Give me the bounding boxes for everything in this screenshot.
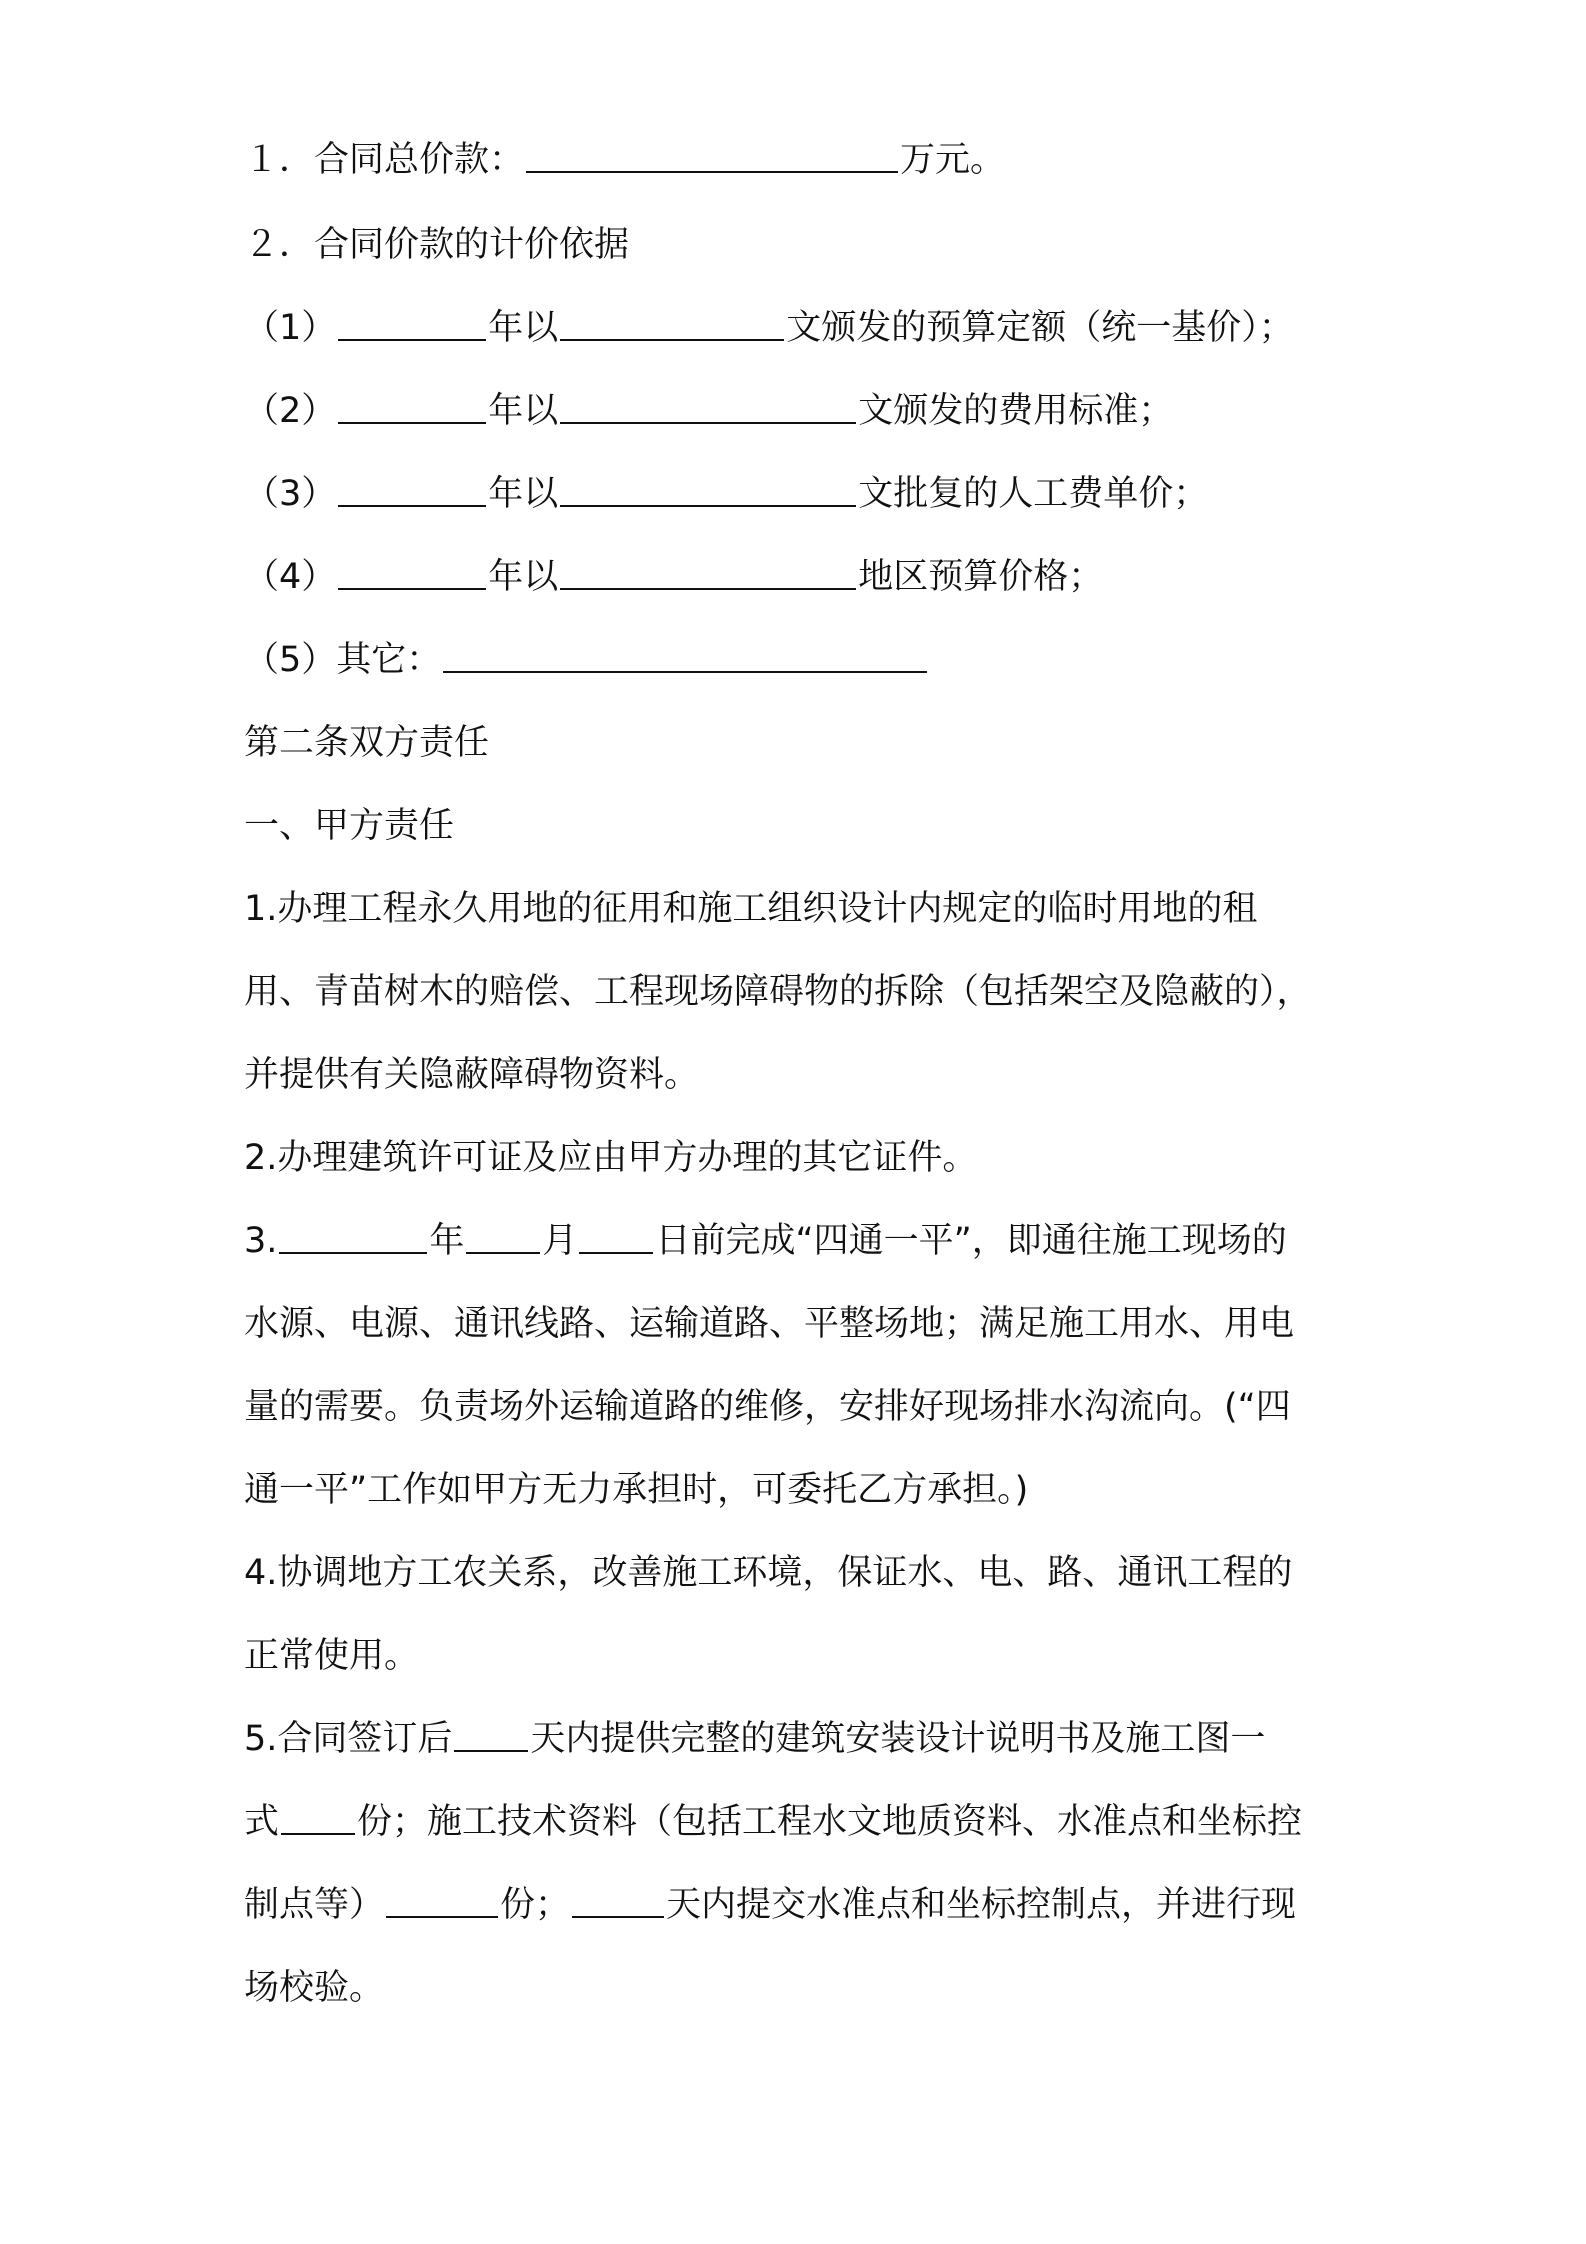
party-a-item-3-line-1 bbox=[244, 1211, 1287, 1271]
basis-item-2 bbox=[244, 381, 1173, 441]
total-price-unit: 万元。 bbox=[900, 140, 1006, 180]
party-a-item-4-line-2: 正常使用。 bbox=[244, 1636, 420, 1676]
year-blank bbox=[338, 422, 486, 424]
year-label: 年以 bbox=[488, 391, 559, 431]
party-a-item-3-line-4: 通一平”工作如甲方无力承担时，可委托乙方承担。) bbox=[244, 1470, 1029, 1510]
other-label: （5）其它： bbox=[244, 640, 442, 680]
document-number-blank bbox=[560, 339, 784, 341]
party-a-item-1-line-1: 1.办理工程永久用地的征用和施工组织设计内规定的临时用地的租 bbox=[244, 889, 1258, 929]
article-two-heading: 第二条双方责任 bbox=[244, 723, 490, 763]
basis-item-3 bbox=[244, 464, 1208, 524]
item-5-text: 天内提交水准点和坐标控制点，并进行现 bbox=[666, 1885, 1297, 1925]
year-label: 年 bbox=[429, 1221, 465, 1261]
other-blank bbox=[443, 671, 927, 673]
document-number-blank bbox=[560, 422, 856, 424]
basis-item-4 bbox=[244, 547, 1103, 607]
total-price-label: １．合同总价款： bbox=[244, 140, 525, 180]
basis-item-5 bbox=[244, 630, 929, 690]
item-5-text: 制点等） bbox=[244, 1885, 385, 1925]
party-a-item-5-line-2 bbox=[244, 1792, 1302, 1852]
year-blank bbox=[338, 505, 486, 507]
year-blank bbox=[279, 1252, 427, 1254]
basis-item-text: 文颁发的预算定额（统一基价）； bbox=[786, 308, 1294, 348]
basis-item-number: （2） bbox=[244, 391, 337, 431]
basis-item-number: （4） bbox=[244, 557, 337, 597]
party-a-item-4-line-1: 4.协调地方工农关系，改善施工环境，保证水、电、路、通讯工程的 bbox=[244, 1553, 1293, 1593]
region-blank bbox=[560, 588, 856, 590]
total-price-line bbox=[244, 130, 1005, 190]
month-blank bbox=[466, 1252, 540, 1254]
basis-item-number: （3） bbox=[244, 474, 337, 514]
party-a-item-3-line-3: 量的需要。负责场外运输道路的维修，安排好现场排水沟流向。(“四 bbox=[244, 1387, 1291, 1427]
party-a-item-3-line-2: 水源、电源、通讯线路、运输道路、平整场地；满足施工用水、用电 bbox=[244, 1304, 1295, 1344]
year-blank bbox=[338, 339, 486, 341]
item-5-text: 天内提供完整的建筑安装设计说明书及施工图一 bbox=[530, 1719, 1266, 1759]
document-number-blank bbox=[560, 505, 856, 507]
party-a-item-2: 2.办理建筑许可证及应由甲方办理的其它证件。 bbox=[244, 1138, 978, 1178]
item-5-text: 5.合同签订后 bbox=[244, 1719, 453, 1759]
party-a-item-5-line-1 bbox=[244, 1709, 1265, 1769]
basis-item-number: （1） bbox=[244, 308, 337, 348]
total-price-blank bbox=[526, 171, 898, 173]
pricing-basis-heading: ２．合同价款的计价依据 bbox=[244, 225, 630, 265]
copies-blank bbox=[281, 1833, 355, 1835]
year-label: 年以 bbox=[488, 308, 559, 348]
basis-item-text: 文颁发的费用标准； bbox=[858, 391, 1174, 431]
year-blank bbox=[338, 588, 486, 590]
party-a-item-5-line-3 bbox=[244, 1875, 1296, 1935]
days-blank bbox=[454, 1750, 528, 1752]
days-blank bbox=[572, 1916, 664, 1918]
basis-item-text: 文批复的人工费单价； bbox=[858, 474, 1209, 514]
item-3-text: 日前完成“四通一平”，即通往施工现场的 bbox=[655, 1221, 1287, 1261]
basis-item-1 bbox=[244, 298, 1294, 358]
item-5-text: 式 bbox=[244, 1802, 280, 1842]
copies-blank bbox=[386, 1916, 498, 1918]
party-a-item-5-line-4: 场校验。 bbox=[244, 1968, 385, 2008]
month-label: 月 bbox=[542, 1221, 578, 1261]
party-a-heading: 一、甲方责任 bbox=[244, 806, 455, 846]
day-blank bbox=[579, 1252, 653, 1254]
item-number: 3. bbox=[244, 1221, 278, 1261]
party-a-item-1-line-3: 并提供有关隐蔽障碍物资料。 bbox=[244, 1055, 700, 1095]
item-5-text: 份； bbox=[500, 1885, 571, 1925]
item-5-text: 份；施工技术资料（包括工程水文地质资料、水准点和坐标控 bbox=[357, 1802, 1303, 1842]
party-a-item-1-line-2: 用、青苗树木的赔偿、工程现场障碍物的拆除（包括架空及隐蔽的）， bbox=[244, 972, 1312, 1012]
basis-item-text: 地区预算价格； bbox=[858, 557, 1104, 597]
year-label: 年以 bbox=[488, 557, 559, 597]
year-label: 年以 bbox=[488, 474, 559, 514]
